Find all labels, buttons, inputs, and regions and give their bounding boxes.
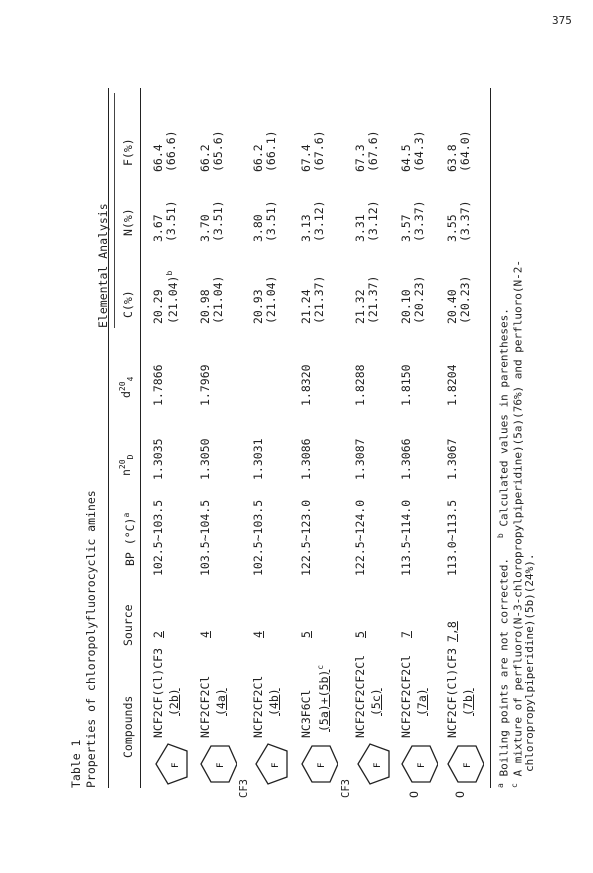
density-cell: 1.7969 [198,364,212,406]
nd-cell: 1.3035 [151,438,165,480]
table-label: Table 1 [69,739,83,788]
f-cell: 66.2 (65.6) [198,130,226,172]
nd-cell: 1.3067 [445,438,459,480]
c-cell: 20.29 $(21.04)^b$ [151,270,181,324]
compound-formula: NCF2CF(Cl)CF3 [151,647,165,738]
compound-formula: NCF2CF2Cl [198,675,212,738]
nd-cell: 1.3050 [198,438,212,480]
source-cell: 5 [353,631,367,638]
svg-text:F: F [463,762,473,768]
hexagon-ring-icon [444,740,484,788]
c-cell: 20.98 (21.04) [198,275,226,324]
n-cell: 3.80 (3.51) [251,200,279,242]
compound-formula: NCF2CF(Cl)CF3 [445,647,459,738]
bp-cell: 113.0~113.5 [445,499,459,576]
table-row [298,88,343,798]
substituent-prefix: CF3 [238,779,250,798]
f-cell: 63.8 (64.0) [445,130,473,172]
source-cell: 7 [399,631,413,638]
pentagon-ring-icon [250,740,290,788]
hexagon-ring-icon [197,740,237,788]
hexagon-ring-icon [298,740,338,788]
nd-cell: 1.3031 [251,438,265,480]
hexagon-ring-icon [398,740,438,788]
header-elemental-analysis: Elemental Analysis [96,203,110,328]
table-row [150,88,195,798]
c-cell: 20.40 (20.23) [445,275,473,324]
density-cell: 1.8150 [399,364,413,406]
bp-cell: 102.5~103.5 [251,499,265,576]
source-cell: 4 [251,631,265,638]
source-cell: 5 [299,631,313,638]
bp-cell: 122.5~124.0 [353,499,367,576]
pentagon-ring-icon [352,740,392,788]
svg-text:F: F [317,762,327,768]
page-number: 375 [552,14,572,27]
header-n: N(%) [121,208,135,236]
svg-text:F: F [216,762,226,768]
top-rule [108,88,109,788]
header-compounds: Compounds [121,695,135,758]
table-row [238,88,295,798]
compound-formula: NCF2CF2CF2Cl [399,654,413,738]
c-cell: 21.24 (21.37) [299,275,327,324]
n-cell: 3.55 (3.37) [445,200,473,242]
density-cell: 1.8320 [299,364,313,406]
svg-text:F: F [271,762,281,768]
footnote-c-cont: chloropropylpiperidine)(5b)(24%). [523,553,536,772]
header-f: F(%) [121,138,135,166]
compound-code: (5c) [369,688,383,716]
table-row [197,88,242,798]
compound-formula: NCF2CF2CF2Cl [353,654,367,738]
header-refractive-index: $n^{20}_D$ [118,454,136,476]
compound-code: $(5a)+(5b)^c$ [316,664,331,732]
n-cell: 3.57 (3.37) [399,200,427,242]
pentagon-ring-icon [150,740,190,788]
c-cell: 20.10 (20.23) [399,275,427,324]
density-cell: 1.8204 [445,364,459,406]
table-row [398,88,443,798]
elemental-rule [114,93,115,328]
compound-code: (4a) [214,688,228,716]
rotated-table [70,88,540,798]
compound-formula: NC3F6Cl [299,689,313,738]
c-cell: 20.93 (21.04) [251,275,279,324]
header-bp: BP $(^\circ C)^a$ [122,512,137,566]
compound-formula: NCF2CF2Cl [251,675,265,738]
n-cell: 3.31 (3.12) [353,200,381,242]
n-cell: 3.13 (3.12) [299,200,327,242]
compound-code: (4b) [267,688,281,716]
source-cell: 4 [198,631,212,638]
n-cell: 3.70 (3.51) [198,200,226,242]
header-c: C(%) [121,290,135,318]
source-cell: 7,8 [445,621,459,642]
compound-code: (2b) [167,688,181,716]
bottom-rule [490,88,491,788]
substituent-prefix: CF3 [340,779,352,798]
svg-text:F: F [171,762,181,768]
f-cell: 66.2 (66.1) [251,130,279,172]
svg-text:F: F [373,762,383,768]
f-cell: 67.4 (67.6) [299,130,327,172]
table-caption: Properties of chloropolyfluorocyclic amines [84,490,98,788]
density-cell: 1.8288 [353,364,367,406]
density-cell: 1.7866 [151,364,165,406]
f-cell: 66.4 (66.6) [151,130,179,172]
nd-cell: 1.3087 [353,438,367,480]
c-cell: 21.32 (21.37) [353,275,381,324]
table-row [444,88,489,798]
header-source: Source [121,604,135,646]
substituent-prefix: O [453,791,467,798]
f-cell: 67.3 (67.6) [353,130,381,172]
footnote-ab: $^a$ Boiling points are not corrected. $^b$ Calculated values in parentheses. [496,308,511,788]
substituent-prefix: O [407,791,421,798]
bp-cell: 103.5~104.5 [198,499,212,576]
bp-cell: 102.5~103.5 [151,499,165,576]
n-cell: 3.67 (3.51) [151,200,179,242]
bp-cell: 122.5~123.0 [299,499,313,576]
table-row [340,88,397,798]
header-density: $d^{20}_4$ [118,376,136,398]
compound-code: (7b) [461,688,475,716]
footnote-c: $^c$ A mixture of perfluoro(N-3-chloropropylpiperidine)(5a)(76%) and perfluoro(N-2- [510,259,525,788]
f-cell: 64.5 (64.3) [399,130,427,172]
nd-cell: 1.3066 [399,438,413,480]
nd-cell: 1.3086 [299,438,313,480]
svg-text:F: F [417,762,427,768]
header-rule [140,88,141,788]
bp-cell: 113.5~114.0 [399,499,413,576]
compound-code: (7a) [415,688,429,716]
source-cell: 2 [151,631,165,638]
